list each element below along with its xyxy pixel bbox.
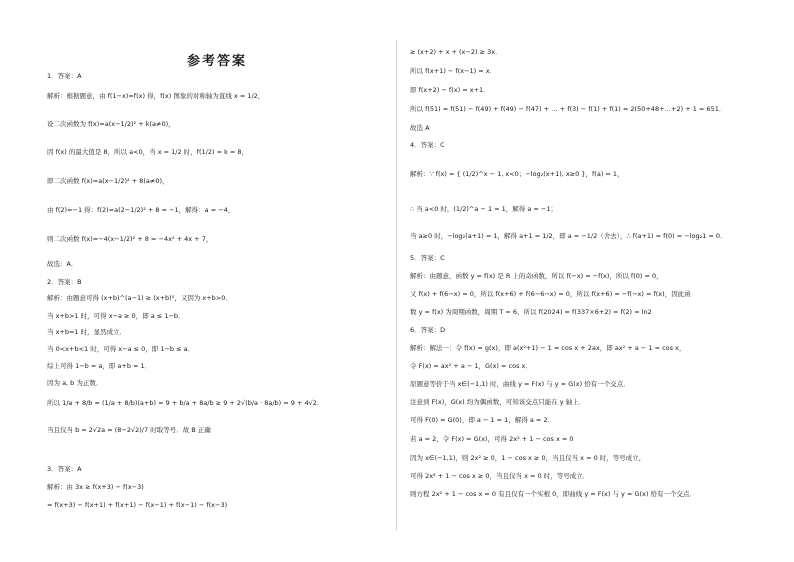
answer-line: 解析：由题意，函数 y = f(x) 是 R 上的奇函数，所以 f(−x) = −f(x)，所以 f(0) = 0， bbox=[410, 272, 663, 280]
answer-line: 解析：由 3x ≥ f(x+3) − f(x−3) bbox=[47, 483, 144, 491]
answer-line: 可得 F(0) = G(0)，即 a − 1 = 1，解得 a = 2． bbox=[410, 416, 555, 424]
answer-line: 设二次函数为 f(x)=a(x−1/2)² + k(a≠0)， bbox=[47, 120, 175, 128]
answer-line: 解析：∵ f(x) = { (1/2)^x − 1, x<0；−log₂(x+1), x≥0 }，f(a) = 1， bbox=[410, 170, 624, 178]
answer-line: 1．答案：A bbox=[47, 72, 82, 80]
page-title: 参考答案 bbox=[186, 54, 247, 69]
answer-line: 当 0<x+b<1 时，可得 x−a ≤ 0，即 1−b ≤ a． bbox=[47, 345, 195, 353]
answer-line: 所以 1/a + 8/b = (1/a + 8/b)(a+b) = 9 + b/a + 8a/b ≥ 9 + 2√(b/a · 8a/b) = 9 + 4√2． bbox=[47, 399, 324, 407]
answer-line: 4．答案：C bbox=[410, 141, 445, 149]
answer-line: 由 f(2)=−1 得：f(2)=a(2−1/2)² + 8 = −1，解得：a = −4， bbox=[47, 206, 235, 214]
answer-line: 原题意等价于当 x∈(−1,1) 时，曲线 y = F(x) 与 y = G(x) 恰有一个交点． bbox=[410, 380, 630, 388]
answer-line: 即二次函数 f(x)=a(x−1/2)² + 8(a≠0)， bbox=[47, 177, 169, 185]
column-divider bbox=[396, 40, 397, 530]
answer-line: 因 f(x) 的最大值是 8，所以 a<0，当 x = 1/2 时，f(1/2) = k = 8， bbox=[47, 148, 249, 156]
answer-line: 当 a≥0 时，−log₂(a+1) = 1，解得 a+1 = 1/2，即 a = −1/2（舍去），∴ f(a+1) = f(0) = −log₂1 = 0． bbox=[410, 232, 727, 240]
answer-line: 5．答案：C bbox=[410, 254, 445, 262]
answer-line: 当且仅当 b = 2√2a = (8−2√2)/7 时取等号．故 B 正确 bbox=[47, 426, 211, 434]
answer-line: 综上可得 1−b = a，即 a+b = 1． bbox=[47, 362, 152, 370]
answer-line: 6．答案：D bbox=[410, 326, 446, 334]
answer-line: 当 x+b>1 时，可得 x−a ≥ 0，即 a ≤ 1−b． bbox=[47, 312, 185, 320]
answer-line: 若 a = 2，令 F(x) = G(x)，可得 2x² + 1 − cos x = 0 bbox=[410, 435, 574, 443]
answer-line: 3．答案：A bbox=[47, 465, 82, 473]
answer-line: 故选：A． bbox=[47, 260, 78, 268]
answer-line: 2．答案：B bbox=[47, 278, 82, 286]
answer-line: 解析：根据题意，由 f(1−x)=f(x) 得，f(x) 图象的对称轴为直线 x = 1/2， bbox=[47, 92, 265, 100]
answer-line: 所以 f(x+1) − f(x−1) = x． bbox=[410, 67, 497, 75]
answer-line: 当 x+b=1 时，显然成立． bbox=[47, 328, 127, 336]
answer-line: 解析：解法一：令 f(x) = g(x)，即 a(x²+1) − 1 = cos x + 2ax，即 ax² + a − 1 = cos x， bbox=[410, 344, 686, 352]
answer-line: 解析：由题意可得 (x+b)^(a−1) ≥ (x+b)⁰，又因为 x+b>0． bbox=[47, 294, 232, 302]
answer-line: = f(x+3) − f(x+1) + f(x+1) − f(x−1) + f(x−1) − f(x−3) bbox=[47, 501, 228, 509]
answer-line: 因为 x∈(−1,1)，则 2x² ≥ 0，1 − cos x ≥ 0，当且仅当 x = 0 时，等号成立， bbox=[410, 454, 646, 462]
answer-line: 则二次函数 f(x)=−4(x−1/2)² + 8 = −4x² + 4x + 7， bbox=[47, 235, 213, 243]
answer-line: 即 f(x+2) − f(x) = x+1． bbox=[410, 86, 490, 94]
answer-line: ∴ 当 a<0 时，(1/2)^a − 1 = 1，解得 a = −1； bbox=[410, 205, 557, 213]
answer-line: 则方程 2x² + 1 − cos x = 0 有且仅有一个实根 0，即曲线 y = F(x) 与 y = G(x) 恰有一个交点． bbox=[410, 490, 697, 498]
answer-line: 所以 f(51) = f(51) − f(49) + f(49) − f(47) + … + f(3) − f(1) + f(1) = 2(50+48+…+2) + 1 = 651． bbox=[410, 105, 726, 113]
answer-line: 又 f(x) + f(6−x) = 0，所以 f(x+6) + f(6−6−x) = 0，所以 f(x+6) = −f(−x) = f(x)，因此函 bbox=[410, 290, 691, 298]
answer-line: 可得 2x² + 1 − cos x ≥ 0，当且仅当 x = 0 时，等号成立． bbox=[410, 472, 590, 480]
answer-line: ≥ (x+2) + x + (x−2) ≥ 3x． bbox=[410, 48, 502, 56]
answer-line: 数 y = f(x) 为周期函数，周期 T = 6，所以 f(2024) = f(337×6+2) = f(2) = ln2 bbox=[410, 308, 652, 316]
answer-line: 因为 a, b 为正数． bbox=[47, 379, 103, 387]
answer-line: 令 F(x) = ax² + a − 1，G(x) = cos x． bbox=[410, 362, 532, 370]
answer-line: 故选 A bbox=[410, 124, 430, 132]
answer-line: 注意到 F(x)，G(x) 均为偶函数，可知该交点只能在 y 轴上． bbox=[410, 398, 586, 406]
